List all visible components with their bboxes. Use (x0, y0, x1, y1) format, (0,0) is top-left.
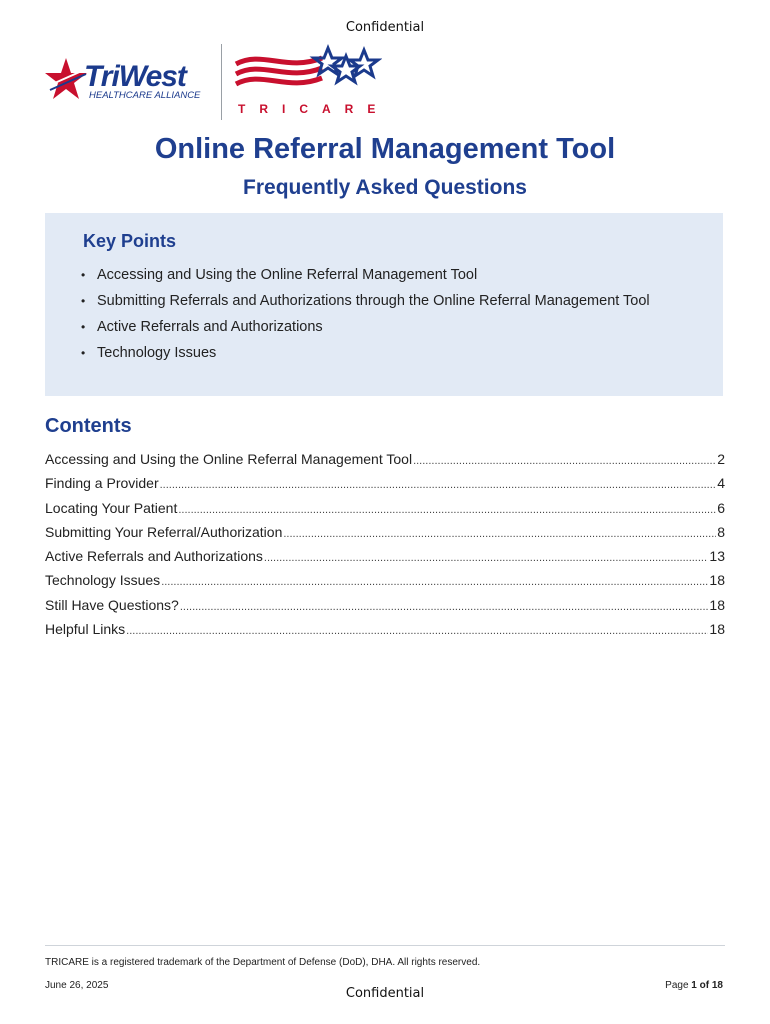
toc-entry-page[interactable]: 13 (709, 548, 725, 565)
key-points-heading: Key Points (83, 231, 177, 251)
toc-entry-title[interactable]: Technology Issues (45, 572, 161, 589)
key-point-item: • Accessing and Using the Online Referral Management Tool (81, 266, 671, 284)
toc-entry[interactable] (45, 621, 725, 645)
footer-divider (45, 945, 725, 946)
toc-entry-title[interactable]: Still Have Questions? (45, 596, 179, 613)
page-title: Online Referral Management Tool (154, 133, 616, 165)
toc-leader (126, 625, 708, 637)
toc-leader (160, 479, 717, 491)
triwest-logo (44, 56, 216, 106)
page-subtitle: Frequently Asked Questions (243, 176, 527, 199)
key-points-box (45, 213, 723, 396)
page-prefix: Page (665, 980, 689, 991)
page-total: 18 (711, 980, 723, 991)
key-point-item: • Submitting Referrals and Authorizations through the Online Referral Management Tool (81, 292, 671, 310)
toc-entry-title[interactable]: Active Referrals and Authorizations (45, 548, 263, 565)
toc-entry[interactable] (45, 451, 725, 475)
toc-entry-title[interactable]: Locating Your Patient (45, 499, 178, 516)
toc-entry-page[interactable]: 6 (717, 499, 725, 516)
trademark-notice: TRICARE is a registered trademark of the Department of Defense (DoD), DHA. All rights reserved. (45, 957, 481, 968)
toc-entry-title[interactable]: Helpful Links (45, 621, 126, 638)
toc-entry[interactable] (45, 475, 725, 499)
document-date: June 26, 2025 (45, 980, 109, 991)
toc-entry[interactable] (45, 572, 725, 596)
toc-leader (178, 504, 716, 516)
triwest-subtitle: HEALTHCARE ALLIANCE (89, 90, 201, 101)
key-point-item: • Technology Issues (81, 344, 671, 362)
page-of: of (699, 980, 710, 991)
triwest-wordmark: TriWest (84, 60, 186, 93)
logo-divider (221, 44, 222, 120)
toc-entry-title[interactable]: Submitting Your Referral/Authorization (45, 523, 283, 540)
table-of-contents (45, 451, 725, 645)
toc-entry-page[interactable]: 8 (717, 523, 725, 540)
toc-entry-page[interactable]: 18 (709, 572, 725, 589)
toc-entry[interactable] (45, 524, 725, 548)
key-point-item: • Active Referrals and Authorizations (81, 318, 671, 336)
toc-entry[interactable] (45, 597, 725, 621)
confidential-header: Confidential (345, 20, 425, 35)
toc-leader (264, 552, 709, 564)
tricare-wordmark: TRICARE (238, 102, 390, 116)
toc-entry[interactable] (45, 548, 725, 572)
toc-entry-title[interactable]: Accessing and Using the Online Referral Management Tool (45, 451, 413, 467)
toc-leader (180, 601, 709, 613)
toc-entry-title[interactable]: Finding a Provider (45, 475, 159, 492)
toc-entry-page[interactable]: 18 (709, 621, 725, 638)
toc-entry-page[interactable]: 4 (717, 475, 725, 492)
page-current: 1 (691, 980, 697, 991)
toc-leader (283, 528, 716, 540)
toc-leader (161, 576, 708, 588)
toc-entry-page[interactable]: 18 (709, 596, 725, 613)
toc-entry-page[interactable]: 2 (717, 451, 725, 467)
key-points-list (81, 266, 671, 370)
tricare-logo (232, 42, 390, 120)
confidential-footer: Confidential (345, 986, 425, 1001)
contents-heading: Contents (45, 415, 132, 437)
toc-leader (413, 455, 716, 467)
toc-entry[interactable] (45, 500, 725, 524)
